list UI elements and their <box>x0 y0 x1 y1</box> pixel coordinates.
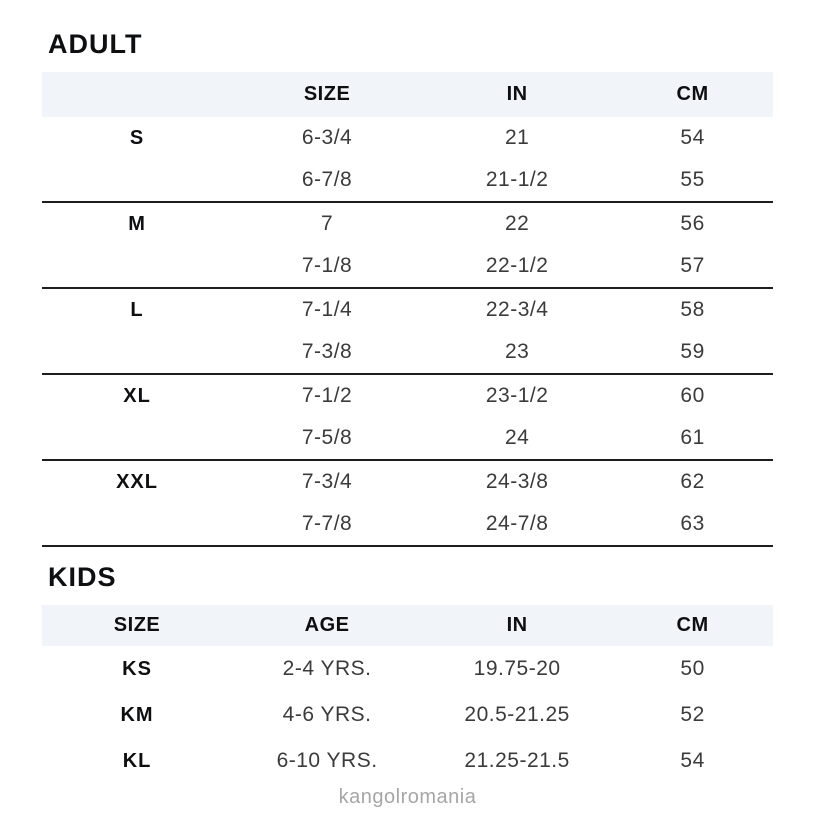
in-value-cell: 21.25-21.5 <box>464 749 570 772</box>
cm-value-cell: 59 <box>680 340 705 363</box>
table-row <box>42 646 773 692</box>
kids-table-body <box>42 646 773 784</box>
age-value-cell: 4-6 YRS. <box>282 703 372 726</box>
kids-header-in: IN <box>422 605 612 646</box>
table-row <box>42 117 773 159</box>
adult-section-title: ADULT <box>48 29 143 59</box>
size-label-cell: KS <box>122 657 152 680</box>
cm-value-cell: 58 <box>680 298 705 321</box>
size-label-cell: KM <box>120 703 154 726</box>
in-value-cell: 23 <box>504 340 530 363</box>
table-row <box>42 738 773 784</box>
in-value-cell: 21 <box>504 126 530 149</box>
size-label-cell: M <box>128 212 146 235</box>
in-value-cell: 22-3/4 <box>485 298 549 321</box>
adult-header-cm: CM <box>612 72 773 117</box>
size-value-cell: 7 <box>320 212 334 235</box>
in-value-cell: 22-1/2 <box>485 254 549 277</box>
kids-section-title: KIDS <box>48 562 117 592</box>
cm-value-cell: 57 <box>680 254 705 277</box>
cm-value-cell: 62 <box>680 470 705 493</box>
watermark-text: kangolromania <box>338 786 477 808</box>
size-label-cell <box>42 245 232 288</box>
cm-value-cell: 50 <box>680 657 705 680</box>
adult-group-xxl <box>42 460 773 546</box>
size-value-cell: 6-3/4 <box>301 126 353 149</box>
in-value-cell: 21-1/2 <box>485 168 549 191</box>
size-label-cell: L <box>130 298 144 321</box>
cm-value-cell: 52 <box>680 703 705 726</box>
size-label-cell <box>42 417 232 460</box>
cm-value-cell: 54 <box>680 126 705 149</box>
size-value-cell: 7-5/8 <box>301 426 353 449</box>
cm-value-cell: 60 <box>680 384 705 407</box>
cm-value-cell: 54 <box>680 749 705 772</box>
table-row <box>42 692 773 738</box>
adult-group-xl <box>42 374 773 460</box>
age-value-cell: 6-10 YRS. <box>276 749 378 772</box>
kids-size-table <box>42 605 773 784</box>
adult-group-m <box>42 202 773 288</box>
size-value-cell: 7-7/8 <box>301 512 353 535</box>
size-label-cell: S <box>129 126 145 149</box>
size-value-cell: 7-1/2 <box>301 384 353 407</box>
kids-header-row <box>42 605 773 646</box>
size-value-cell: 7-1/4 <box>301 298 353 321</box>
size-label-cell: KL <box>122 749 152 772</box>
cm-value-cell: 63 <box>680 512 705 535</box>
size-label-cell <box>42 503 232 546</box>
kids-header-size: SIZE <box>42 605 232 646</box>
size-label-cell <box>42 159 232 202</box>
table-row <box>42 202 773 245</box>
in-value-cell: 20.5-21.25 <box>464 703 570 726</box>
kids-header-cm: CM <box>612 605 773 646</box>
adult-group-l <box>42 288 773 374</box>
adult-header-row <box>42 72 773 117</box>
in-value-cell: 22 <box>504 212 530 235</box>
size-label-cell: XL <box>123 384 151 407</box>
table-row <box>42 417 773 460</box>
adult-header-size: SIZE <box>232 72 422 117</box>
in-value-cell: 24 <box>504 426 530 449</box>
table-row <box>42 374 773 417</box>
in-value-cell: 24-3/8 <box>485 470 549 493</box>
adult-size-table <box>42 72 773 547</box>
in-value-cell: 24-7/8 <box>485 512 549 535</box>
cm-value-cell: 61 <box>680 426 705 449</box>
size-value-cell: 6-7/8 <box>301 168 353 191</box>
cm-value-cell: 56 <box>680 212 705 235</box>
cm-value-cell: 55 <box>680 168 705 191</box>
in-value-cell: 23-1/2 <box>485 384 549 407</box>
size-value-cell: 7-3/8 <box>301 340 353 363</box>
size-label-cell <box>42 331 232 374</box>
in-value-cell: 19.75-20 <box>473 657 561 680</box>
table-row <box>42 159 773 202</box>
adult-table-header <box>42 72 773 117</box>
table-row <box>42 245 773 288</box>
table-row <box>42 460 773 503</box>
adult-header-in: IN <box>422 72 612 117</box>
kids-header-age: AGE <box>232 605 422 646</box>
size-value-cell: 7-1/8 <box>301 254 353 277</box>
table-row <box>42 331 773 374</box>
age-value-cell: 2-4 YRS. <box>282 657 372 680</box>
adult-group-s <box>42 117 773 202</box>
table-row <box>42 503 773 546</box>
kids-table-header <box>42 605 773 646</box>
adult-header-blank <box>42 72 232 117</box>
size-label-cell: XXL <box>116 470 158 493</box>
table-row <box>42 288 773 331</box>
size-value-cell: 7-3/4 <box>301 470 353 493</box>
